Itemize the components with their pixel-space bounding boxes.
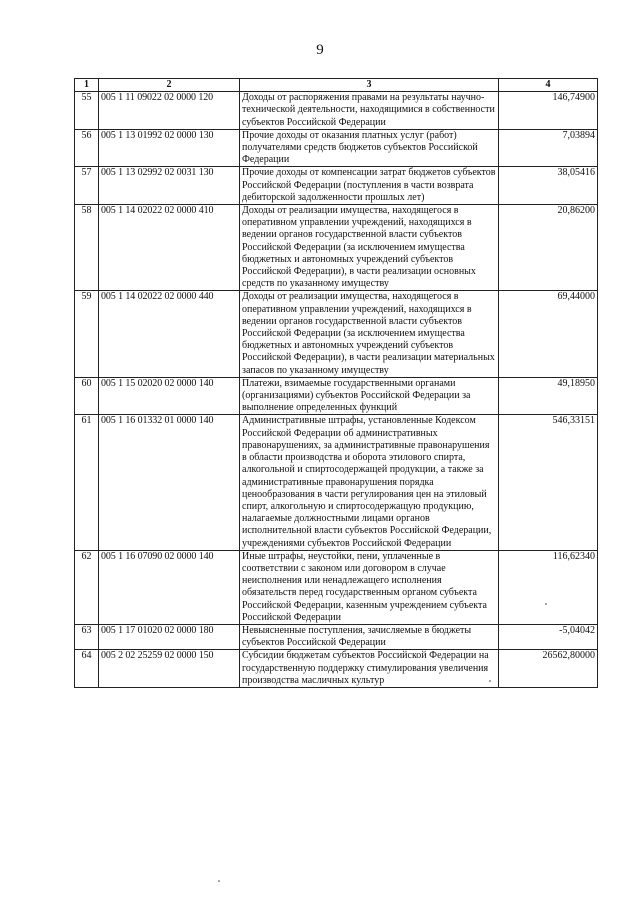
row-number: 60 (75, 377, 99, 415)
budget-code: 005 1 14 02022 02 0000 440 (99, 291, 240, 377)
revenue-description: Невыясненные поступления, зачисляемые в бюджеты субъектов Российской Федерации (240, 624, 499, 649)
header-col-3: 3 (240, 79, 499, 92)
amount: -5,04042 (499, 624, 598, 649)
row-number: 61 (75, 415, 99, 550)
revenue-description: Прочие доходы от оказания платных услуг (работ) получателями средств бюджетов субъектов Российской Федерации (240, 129, 499, 167)
revenue-description: Доходы от реализации имущества, находящегося в оперативном управлении учреждений, находящихся в ведении органов государственной власти субъектов Российской Федерации (за исключением имущества бюджетных и автономных учреждений субъектов Российской Федерации), в части реализации материальных запасов по указанному имуществу (240, 291, 499, 377)
budget-code: 005 1 17 01020 02 0000 180 (99, 624, 240, 649)
budget-code: 005 1 13 01992 02 0000 130 (99, 129, 240, 167)
scan-speck (545, 603, 547, 605)
revenue-table (74, 78, 598, 688)
row-number: 55 (75, 92, 99, 130)
budget-code: 005 1 11 09022 02 0000 120 (99, 92, 240, 130)
table-row (75, 167, 598, 205)
amount: 7,03894 (499, 129, 598, 167)
table-row (75, 650, 598, 688)
row-number: 57 (75, 167, 99, 205)
row-number: 59 (75, 291, 99, 377)
row-number: 64 (75, 650, 99, 688)
scan-speck (218, 880, 220, 882)
table-row (75, 377, 598, 415)
budget-code: 005 1 15 02020 02 0000 140 (99, 377, 240, 415)
amount: 69,44000 (499, 291, 598, 377)
table-row (75, 624, 598, 649)
revenue-description: Прочие доходы от компенсации затрат бюджетов субъектов Российской Федерации (поступления в части возврата дебиторской задолженности прошлых лет) (240, 167, 499, 205)
table-header-row (75, 79, 598, 92)
revenue-description: Платежи, взимаемые государственными органами (организациями) субъектов Российской Федерации за выполнение определенных функций (240, 377, 499, 415)
revenue-description: Доходы от распоряжения правами на результаты научно-технической деятельности, находящимися в собственности субъектов Российской Федерации (240, 92, 499, 130)
scan-speck (489, 680, 491, 682)
revenue-description: Субсидии бюджетам субъектов Российской Федерации на государственную поддержку стимулирования увеличения производства масличных культур (240, 650, 499, 688)
budget-code: 005 1 13 02992 02 0031 130 (99, 167, 240, 205)
row-number: 58 (75, 205, 99, 291)
row-number: 56 (75, 129, 99, 167)
amount: 38,05416 (499, 167, 598, 205)
table-row (75, 415, 598, 550)
header-col-1: 1 (75, 79, 99, 92)
table-row (75, 550, 598, 624)
budget-code: 005 1 16 07090 02 0000 140 (99, 550, 240, 624)
budget-code: 005 2 02 25259 02 0000 150 (99, 650, 240, 688)
amount: 20,86200 (499, 205, 598, 291)
amount: 546,33151 (499, 415, 598, 550)
header-col-2: 2 (99, 79, 240, 92)
amount: 26562,80000 (499, 650, 598, 688)
revenue-description: Доходы от реализации имущества, находящегося в оперативном управлении учреждений, находящихся в ведении органов государственной власти субъектов Российской Федерации (за исключением имущества бюджетных и автономных учреждений субъектов Российской Федерации), в части реализации основных средств по указанному имуществу (240, 205, 499, 291)
page-number: 9 (316, 42, 324, 58)
revenue-description: Административные штрафы, установленные Кодексом Российской Федерации об административных правонарушениях, за административные правонарушения в области производства и оборота этилового спирта, алкогольной и спиртосодержащей продукции, а также за административные правонарушения порядка ценообразования в части регулирования цен на этиловый спирт, алкогольную и спиртосодержащую продукцию, налагаемые должностными лицами органов исполнительной власти субъектов Российской Федерации, учреждениями субъектов Российской Федерации (240, 415, 499, 550)
row-number: 62 (75, 550, 99, 624)
budget-code: 005 1 16 01332 01 0000 140 (99, 415, 240, 550)
budget-code: 005 1 14 02022 02 0000 410 (99, 205, 240, 291)
amount: 146,74900 (499, 92, 598, 130)
table-row (75, 129, 598, 167)
amount: 116,62340 (499, 550, 598, 624)
revenue-description: Иные штрафы, неустойки, пени, уплаченные в соответствии с законом или договором в случае неисполнения или ненадлежащего исполнения обязательств перед государственным органом субъекта Российской Федерации, казенным учреждением субъекта Российской Федерации (240, 550, 499, 624)
table-row (75, 291, 598, 377)
header-col-4: 4 (499, 79, 598, 92)
amount: 49,18950 (499, 377, 598, 415)
table-row (75, 205, 598, 291)
table-row (75, 92, 598, 130)
row-number: 63 (75, 624, 99, 649)
